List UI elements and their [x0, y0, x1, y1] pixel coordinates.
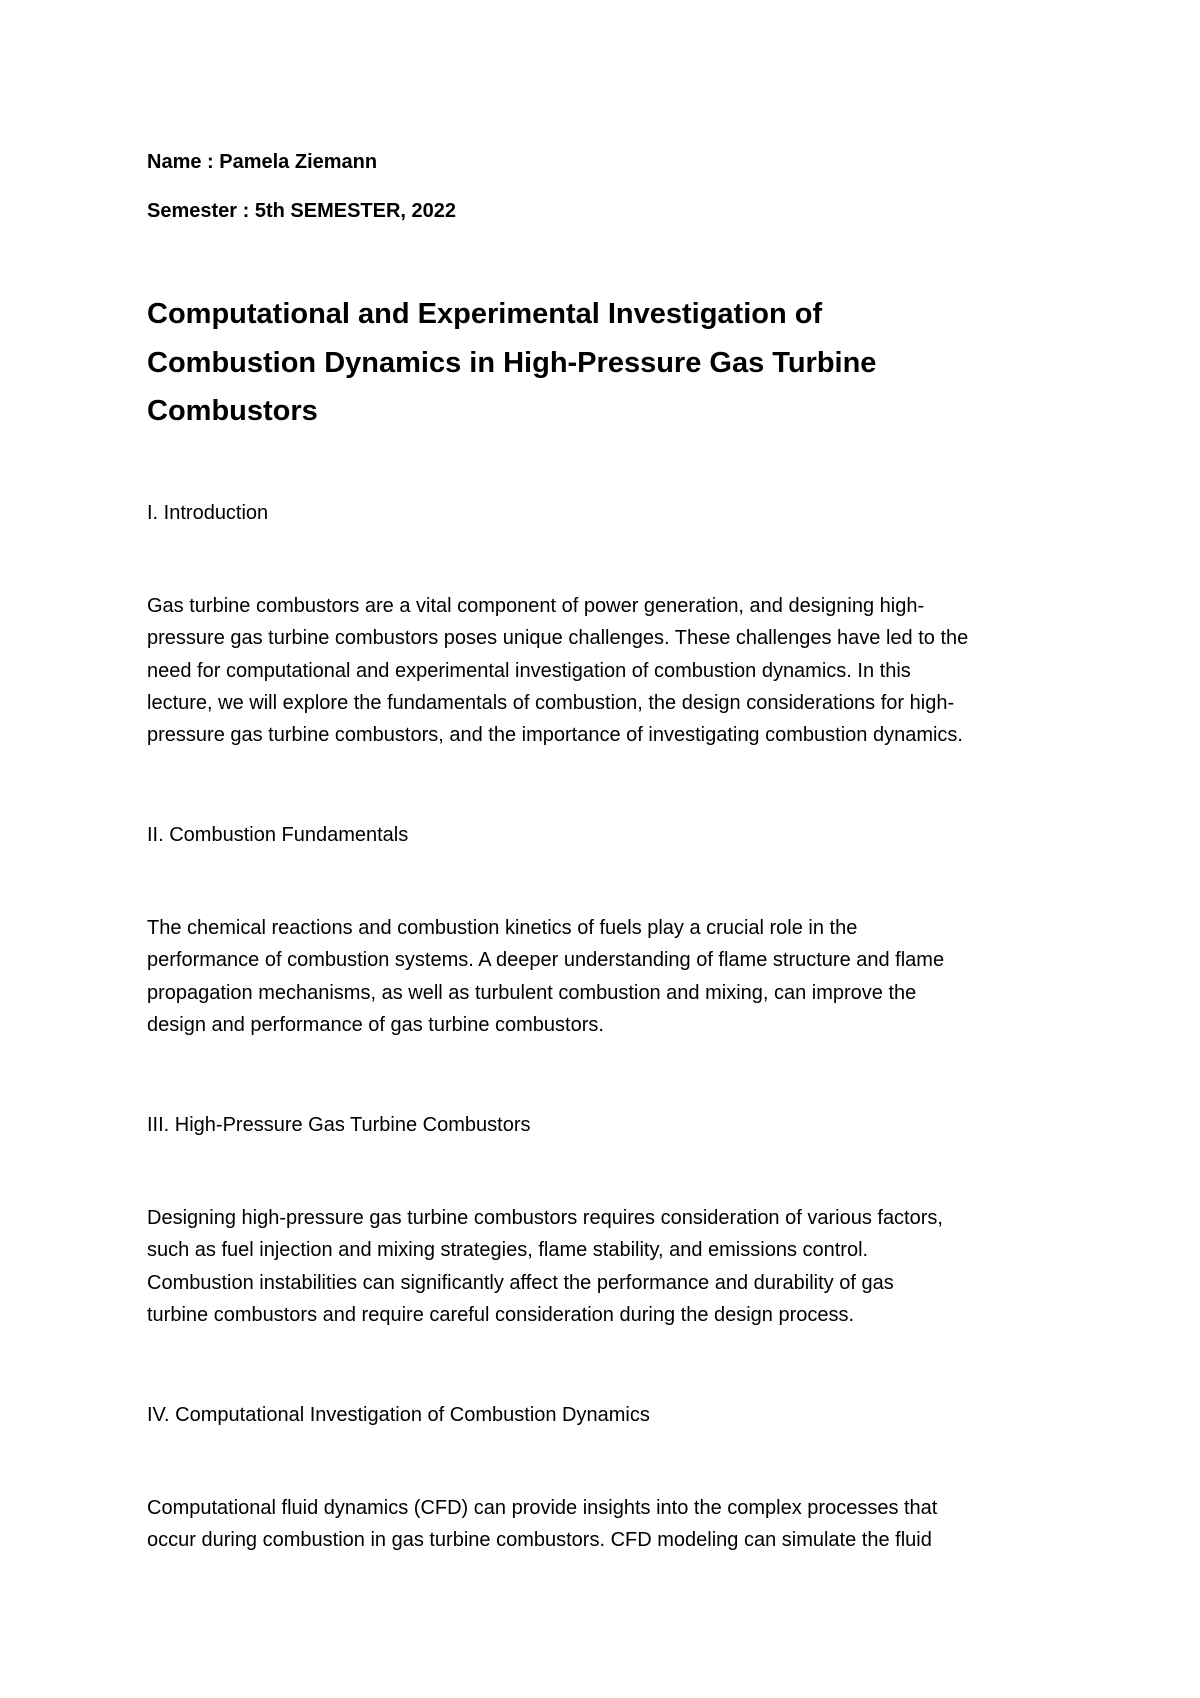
paragraph-line: The chemical reactions and combustion kinetics of fuels play a crucial role in the — [147, 917, 858, 939]
section-paragraph-combustion-fundamentals — [147, 912, 1087, 1041]
paragraph-line: propagation mechanisms, as well as turbulent combustion and mixing, can improve the — [147, 981, 917, 1004]
paragraph-line: Computational fluid dynamics (CFD) can provide insights into the complex processes that — [147, 1497, 938, 1519]
semester-info: Semester : 5th SEMESTER, 2022 — [147, 200, 457, 222]
section-heading-combustion-fundamentals: II. Combustion Fundamentals — [147, 824, 409, 846]
paragraph-line: turbine combustors and require careful consideration during the design process. — [147, 1303, 855, 1326]
paragraph-line: occur during combustion in gas turbine combustors. CFD modeling can simulate the fluid — [147, 1529, 932, 1552]
paragraph-line: lecture, we will explore the fundamentals of combustion, the design considerations for high- — [147, 691, 955, 714]
paragraph-line: Gas turbine combustors are a vital component of power generation, and designing high- — [147, 595, 925, 617]
paragraph-line: need for computational and experimental investigation of combustion dynamics. In this — [147, 659, 911, 682]
student-name: Name : Pamela Ziemann — [147, 151, 378, 173]
section-paragraph-introduction — [147, 590, 1087, 751]
title-line: Computational and Experimental Investigation of — [147, 298, 823, 330]
title-line: Combustors — [147, 395, 318, 427]
title-line: Combustion Dynamics in High-Pressure Gas Turbine — [147, 346, 877, 379]
paragraph-line: such as fuel injection and mixing strategies, flame stability, and emissions control. — [147, 1239, 869, 1262]
section-heading-introduction: I. Introduction — [147, 502, 269, 524]
paragraph-line: pressure gas turbine combustors poses unique challenges. These challenges have led to the — [147, 627, 969, 650]
paragraph-line: Combustion instabilities can significantly affect the performance and durability of gas — [147, 1271, 894, 1294]
section-heading-computational-investigation: IV. Computational Investigation of Combustion Dynamics — [147, 1404, 650, 1426]
paragraph-line: performance of combustion systems. A deeper understanding of flame structure and flame — [147, 949, 945, 972]
section-heading-high-pressure-combustors: III. High-Pressure Gas Turbine Combustors — [147, 1114, 531, 1136]
paragraph-line: pressure gas turbine combustors, and the importance of investigating combustion dynamics. — [147, 724, 963, 747]
section-paragraph-computational-investigation — [147, 1492, 1087, 1557]
section-paragraph-high-pressure-combustors — [147, 1202, 1087, 1331]
paragraph-line: Designing high-pressure gas turbine combustors requires consideration of various factors, — [147, 1207, 943, 1229]
paragraph-line: design and performance of gas turbine combustors. — [147, 1013, 604, 1036]
document-title — [147, 290, 1107, 436]
